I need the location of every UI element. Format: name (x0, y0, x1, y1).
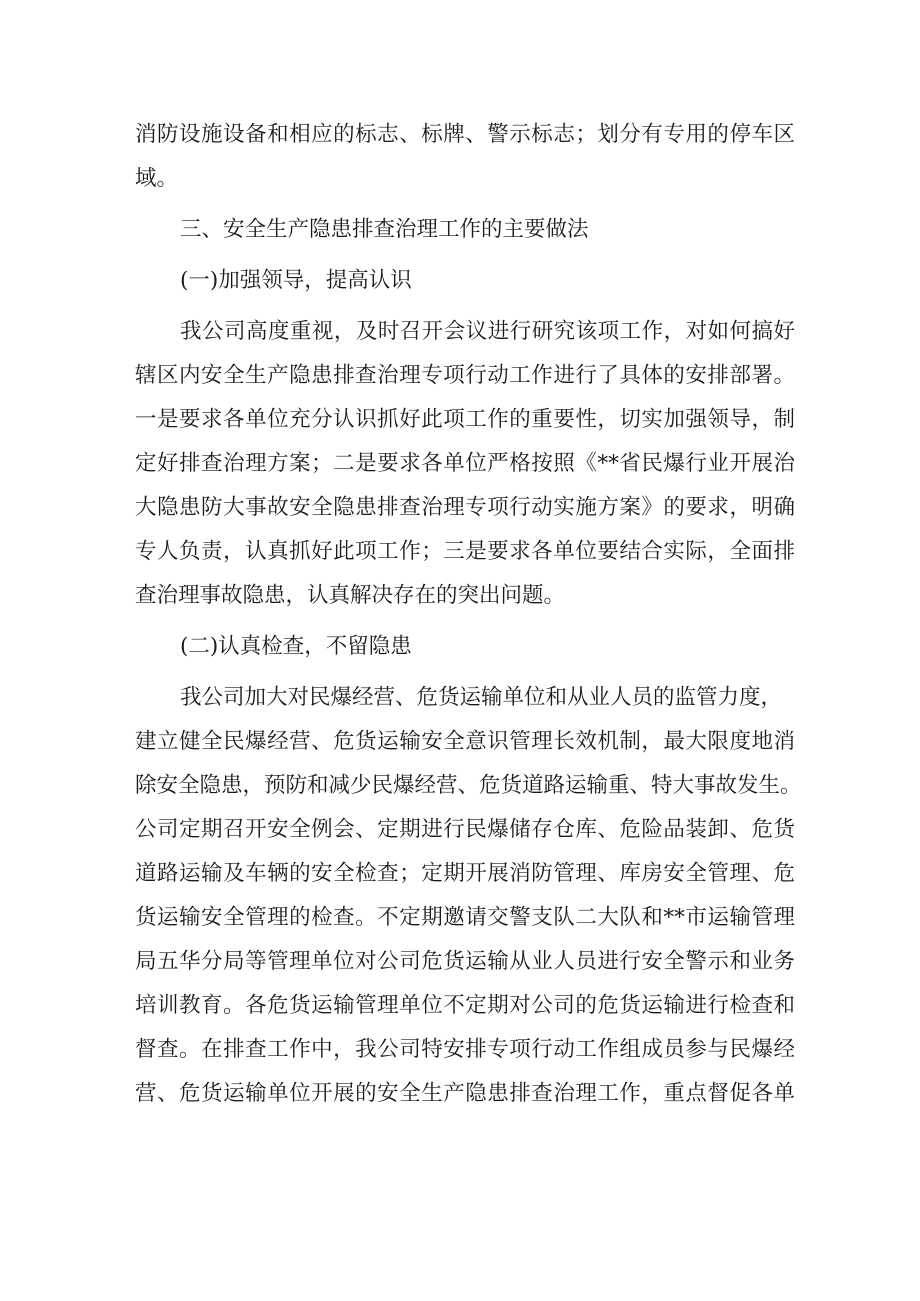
section-heading: 三、安全生产隐患排查治理工作的主要做法 (180, 217, 589, 242)
paragraph-line: 货运输安全管理的检查。不定期邀请交警支队二大队和**市运输管理 (135, 905, 795, 930)
paragraph-line: 建立健全民爆经营、危货运输安全意识管理长效机制，最大限度地消 (135, 729, 795, 754)
paragraph-line: 大隐患防大事故安全隐患排查治理专项行动实施方案》的要求，明确 (135, 495, 795, 520)
paragraph-line: 公司定期召开安全例会、定期进行民爆储存仓库、危险品装卸、危货 (135, 817, 795, 842)
paragraph-line: 培训教育。各危货运输管理单位不定期对公司的危货运输进行检查和 (135, 993, 795, 1018)
paragraph-line: 消防设施设备和相应的标志、标牌、警示标志；划分有专用的停车区 (135, 122, 795, 147)
paragraph-line: 我公司高度重视，及时召开会议进行研究该项工作，对如何搞好 (180, 319, 795, 344)
paragraph-line: 营、危货运输单位开展的安全生产隐患排查治理工作，重点督促各单 (135, 1081, 795, 1106)
paragraph-line: 域。 (135, 166, 179, 191)
subsection-heading: (二)认真检查，不留隐患 (180, 634, 412, 659)
paragraph-line: 道路运输及车辆的安全检查；定期开展消防管理、库房安全管理、危 (135, 861, 795, 886)
paragraph-line: 专人负责，认真抓好此项工作；三是要求各单位要结合实际，全面排 (135, 539, 795, 564)
paragraph-line: 督查。在排查工作中，我公司特安排专项行动工作组成员参与民爆经 (135, 1037, 795, 1062)
paragraph-line: 除安全隐患，预防和减少民爆经营、危货道路运输重、特大事故发生。 (135, 773, 802, 798)
paragraph-line: 辖区内安全生产隐患排查治理专项行动工作进行了具体的安排部署。 (135, 363, 795, 388)
paragraph-line: 局五华分局等管理单位对公司危货运输从业人员进行安全警示和业务 (135, 949, 795, 974)
paragraph-line: 一是要求各单位充分认识抓好此项工作的重要性，切实加强领导，制 (135, 407, 795, 432)
paragraph-line: 查治理事故隐患，认真解决存在的突出问题。 (135, 583, 566, 608)
subsection-heading: (一)加强领导，提高认识 (180, 268, 412, 293)
paragraph-line: 我公司加大对民爆经营、危货运输单位和从业人员的监管力度， (180, 685, 783, 710)
paragraph-line: 定好排查治理方案；二是要求各单位严格按照《**省民爆行业开展治 (135, 451, 795, 476)
